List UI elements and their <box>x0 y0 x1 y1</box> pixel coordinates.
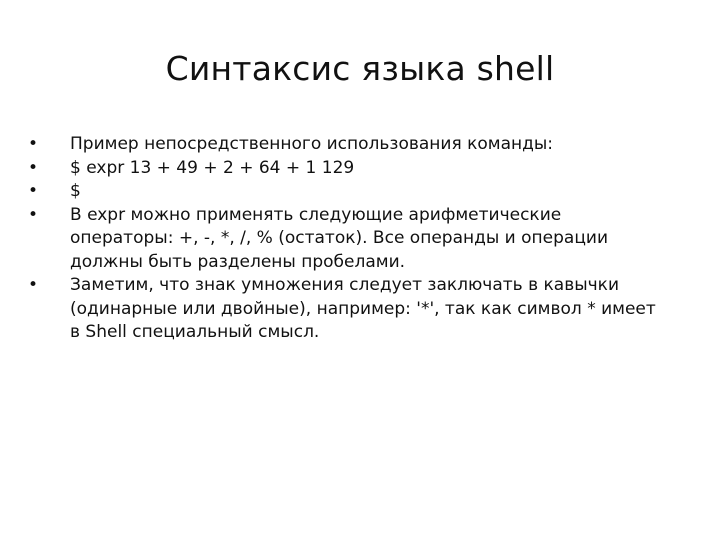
bullet-marker: • <box>28 275 39 295</box>
bullet-text: $ expr 13 + 49 + 2 + 64 + 1 129 <box>70 157 355 178</box>
bullet-marker: • <box>28 157 39 178</box>
bullet-text: Заметим, что знак умножения следует заключать в кавычки (одинарные или двойные), например: '*', так как символ * имеет в Shell специальный смысл. <box>70 275 656 342</box>
bullet-item-4 <box>28 204 658 275</box>
bullet-text: Пример непосредственного использования команды: <box>70 134 554 154</box>
bullet-text: В expr можно применять следующие арифметические операторы: +, -, *, /, % (остаток). Все операнды и операции должны быть разделены пробелами. <box>70 204 608 272</box>
bullet-item-1 <box>28 133 658 157</box>
bullet-item-5 <box>28 274 658 345</box>
bullet-text: $ <box>70 181 81 201</box>
bullet-marker: • <box>28 181 39 201</box>
bullet-marker: • <box>28 204 39 225</box>
bullet-marker: • <box>28 134 39 154</box>
bullet-item-3 <box>28 180 658 204</box>
slide-title: Синтаксис языка shell <box>165 49 555 88</box>
bullet-list <box>28 133 658 345</box>
bullet-item-2 <box>28 157 658 181</box>
